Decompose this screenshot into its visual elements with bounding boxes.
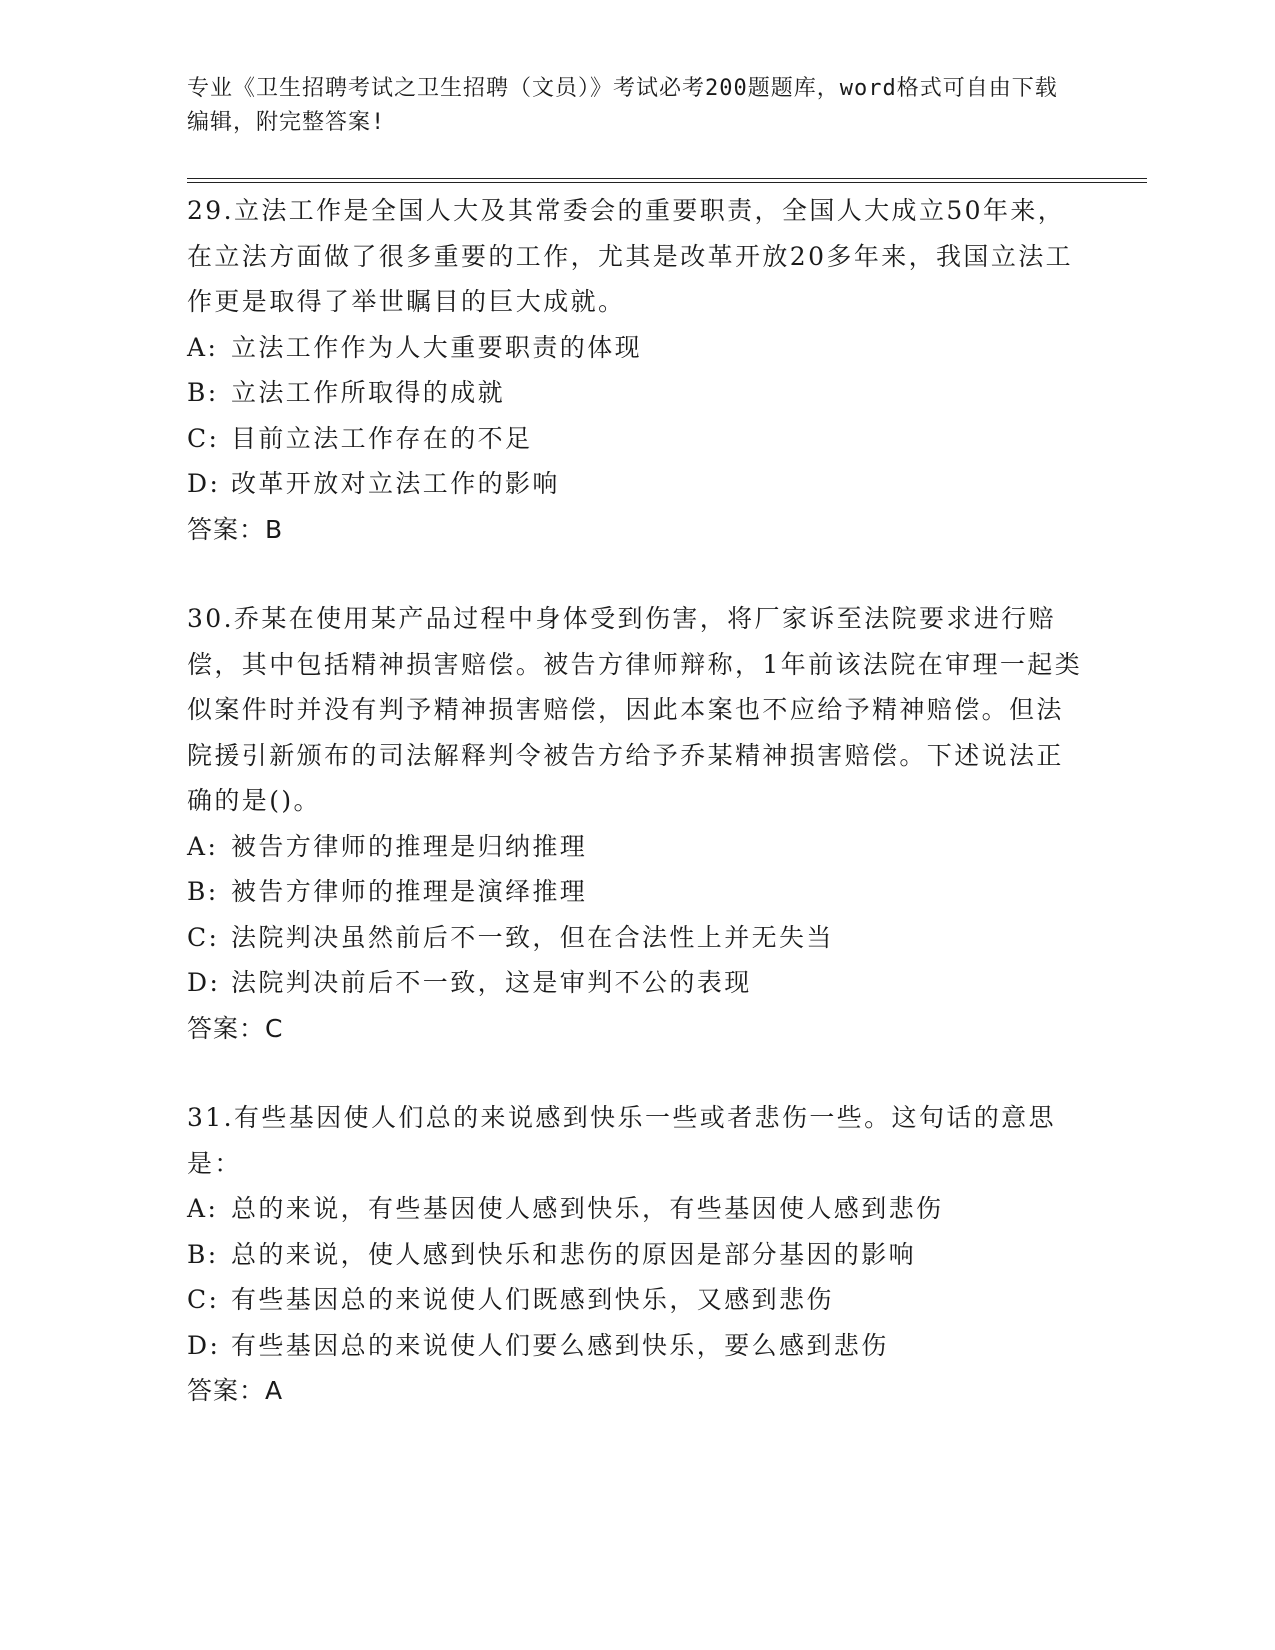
option-b: [187, 869, 1087, 915]
option-key: D:: [187, 968, 221, 997]
option-text: 被告方律师的推理是演绎推理: [231, 877, 588, 906]
option-text: 法院判决前后不一致，这是审判不公的表现: [231, 968, 752, 997]
option-key: B:: [187, 378, 219, 407]
option-text: 有些基因总的来说使人们既感到快乐，又感到悲伤: [231, 1285, 834, 1314]
answer-line: 答案：C: [187, 1013, 284, 1043]
option-key: B:: [187, 877, 219, 906]
option-key: A:: [187, 332, 219, 362]
option-d: [187, 461, 1087, 507]
question-stem: 30.乔某在使用某产品过程中身体受到伤害，将厂家诉至法院要求进行赔偿，其中包括精神损害赔偿。被告方律师辩称，1年前该法院在审理一起类似案件时并没有判予精神损害赔偿，因此本案也不应给予精神赔偿。但法院援引新颁布的司法解释判令被告方给予乔某精神损害赔偿。下述说法正确的是()。: [187, 604, 1083, 815]
question-29: [187, 188, 1087, 552]
option-key: D:: [187, 1330, 221, 1360]
option-d: [187, 960, 1087, 1006]
question-30: [187, 596, 1087, 1051]
option-key: C:: [187, 922, 220, 952]
option-text: 法院判决虽然前后不一致，但在合法性上并无失当: [231, 922, 834, 952]
option-key: C:: [187, 1285, 220, 1314]
option-key: A:: [187, 831, 219, 861]
option-a: [187, 824, 1087, 870]
option-key: A:: [187, 1194, 219, 1223]
option-text: 目前立法工作存在的不足: [231, 423, 533, 453]
option-key: B:: [187, 1239, 219, 1269]
option-b: [187, 370, 1087, 416]
option-key: D:: [187, 469, 221, 498]
option-c: [187, 1277, 1087, 1323]
option-text: 改革开放对立法工作的影响: [231, 469, 560, 498]
question-stem: 29.立法工作是全国人大及其常委会的重要职责，全国人大成立50年来，在立法方面做了很多重要的工作，尤其是改革开放20多年来，我国立法工作更是取得了举世瞩目的巨大成就。: [187, 196, 1074, 316]
header-divider-top: [187, 178, 1147, 179]
option-key: C:: [187, 423, 220, 453]
option-a: [187, 1186, 1087, 1232]
option-text: 总的来说，有些基因使人感到快乐，有些基因使人感到悲伤: [231, 1194, 944, 1223]
option-c: [187, 416, 1087, 462]
question-stem: 31.有些基因使人们总的来说感到快乐一些或者悲伤一些。这句话的意思是：: [187, 1103, 1056, 1178]
option-text: 有些基因总的来说使人们要么感到快乐，要么感到悲伤: [231, 1330, 889, 1360]
option-b: [187, 1232, 1087, 1278]
answer-line: 答案：A: [187, 1376, 284, 1405]
option-d: [187, 1323, 1087, 1369]
header-divider-bottom: [187, 182, 1147, 183]
document-header: 专业《卫生招聘考试之卫生招聘（文员）》考试必考200题题库，word格式可自由下载编辑，附完整答案!: [187, 76, 1058, 135]
option-text: 立法工作作为人大重要职责的体现: [231, 332, 643, 362]
answer-line: 答案：B: [187, 514, 284, 544]
option-text: 立法工作所取得的成就: [231, 378, 506, 407]
option-text: 被告方律师的推理是归纳推理: [231, 831, 588, 861]
option-text: 总的来说，使人感到快乐和悲伤的原因是部分基因的影响: [231, 1239, 917, 1269]
option-c: [187, 915, 1087, 961]
question-31: [187, 1095, 1087, 1414]
option-a: [187, 325, 1087, 371]
